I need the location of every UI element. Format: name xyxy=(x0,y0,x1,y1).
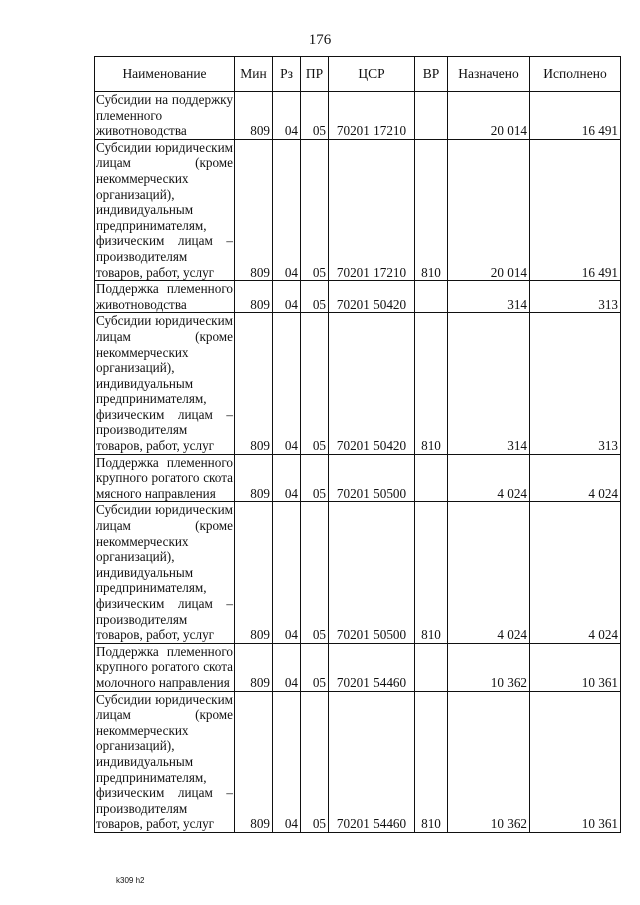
row-rz: 04 xyxy=(273,691,301,832)
table-header-row xyxy=(95,57,621,92)
row-rz: 04 xyxy=(273,502,301,643)
row-min: 809 xyxy=(235,281,273,313)
row-vr xyxy=(415,643,448,691)
row-min: 809 xyxy=(235,92,273,140)
row-vr xyxy=(415,281,448,313)
row-name: Субсидии на поддержку племенного животноводства xyxy=(96,92,233,139)
table-row xyxy=(95,139,621,280)
row-name: Поддержка племенного крупного рогатого скота мясного направления xyxy=(96,454,233,501)
row-executed: 10 361 xyxy=(530,643,621,691)
row-vr: 810 xyxy=(415,139,448,280)
row-assigned: 4 024 xyxy=(448,502,530,643)
table-row xyxy=(95,454,621,502)
row-executed: 16 491 xyxy=(530,92,621,140)
row-pr: 05 xyxy=(301,502,329,643)
header-csr: ЦСР xyxy=(329,57,415,92)
row-rz: 04 xyxy=(273,313,301,454)
row-vr: 810 xyxy=(415,691,448,832)
row-executed: 16 491 xyxy=(530,139,621,280)
row-executed: 10 361 xyxy=(530,691,621,832)
row-csr: 70201 50500 xyxy=(329,502,415,643)
row-rz: 04 xyxy=(273,281,301,313)
row-csr: 70201 50420 xyxy=(329,281,415,313)
row-min: 809 xyxy=(235,691,273,832)
row-rz: 04 xyxy=(273,139,301,280)
header-vr: ВР xyxy=(415,57,448,92)
page-number: 176 xyxy=(308,32,332,48)
header-rz: Рз xyxy=(273,57,301,92)
row-pr: 05 xyxy=(301,691,329,832)
row-rz: 04 xyxy=(273,454,301,502)
row-vr: 810 xyxy=(415,502,448,643)
row-csr: 70201 17210 xyxy=(329,139,415,280)
header-min: Мин xyxy=(235,57,273,92)
header-pr: ПР xyxy=(301,57,329,92)
table-row xyxy=(95,502,621,643)
row-csr: 70201 50500 xyxy=(329,454,415,502)
row-name: Субсидии юридическим лицам (кроме некоммерческих организаций), индивидуальным предпринимателям, физическим лицам – производителям товаров, работ, услуг xyxy=(96,313,233,454)
row-assigned: 20 014 xyxy=(448,92,530,140)
header-assigned: Назначено xyxy=(448,57,530,92)
row-vr: 810 xyxy=(415,313,448,454)
row-executed: 4 024 xyxy=(530,454,621,502)
row-assigned: 4 024 xyxy=(448,454,530,502)
table-row xyxy=(95,643,621,691)
row-pr: 05 xyxy=(301,139,329,280)
row-executed: 4 024 xyxy=(530,502,621,643)
row-pr: 05 xyxy=(301,281,329,313)
row-csr: 70201 50420 xyxy=(329,313,415,454)
row-name: Поддержка племенного животноводства xyxy=(96,281,233,312)
budget-table xyxy=(94,56,621,833)
row-name: Субсидии юридическим лицам (кроме некоммерческих организаций), индивидуальным предпринимателям, физическим лицам – производителям товаров, работ, услуг xyxy=(96,139,233,280)
row-min: 809 xyxy=(235,502,273,643)
row-executed: 313 xyxy=(530,313,621,454)
row-name: Субсидии юридическим лицам (кроме некоммерческих организаций), индивидуальным предпринимателям, физическим лицам – производителям товаров, работ, услуг xyxy=(96,691,233,832)
row-min: 809 xyxy=(235,643,273,691)
row-csr: 70201 54460 xyxy=(329,691,415,832)
header-name: Наименование xyxy=(95,57,235,92)
row-executed: 313 xyxy=(530,281,621,313)
row-min: 809 xyxy=(235,313,273,454)
row-vr xyxy=(415,454,448,502)
row-rz: 04 xyxy=(273,643,301,691)
table-row xyxy=(95,92,621,140)
table-row xyxy=(95,313,621,454)
row-name: Поддержка племенного крупного рогатого скота молочного направления xyxy=(96,643,233,690)
table-row xyxy=(95,281,621,313)
row-assigned: 10 362 xyxy=(448,691,530,832)
row-pr: 05 xyxy=(301,92,329,140)
row-assigned: 20 014 xyxy=(448,139,530,280)
row-min: 809 xyxy=(235,454,273,502)
row-pr: 05 xyxy=(301,454,329,502)
header-executed: Исполнено xyxy=(530,57,621,92)
row-pr: 05 xyxy=(301,643,329,691)
row-min: 809 xyxy=(235,139,273,280)
table-row xyxy=(95,691,621,832)
row-assigned: 314 xyxy=(448,281,530,313)
row-csr: 70201 54460 xyxy=(329,643,415,691)
footer-code: k309 h2 xyxy=(116,876,145,885)
row-rz: 04 xyxy=(273,92,301,140)
row-assigned: 314 xyxy=(448,313,530,454)
row-csr: 70201 17210 xyxy=(329,92,415,140)
row-assigned: 10 362 xyxy=(448,643,530,691)
row-vr xyxy=(415,92,448,140)
row-pr: 05 xyxy=(301,313,329,454)
row-name: Субсидии юридическим лицам (кроме некоммерческих организаций), индивидуальным предпринимателям, физическим лицам – производителям товаров, работ, услуг xyxy=(96,502,233,643)
